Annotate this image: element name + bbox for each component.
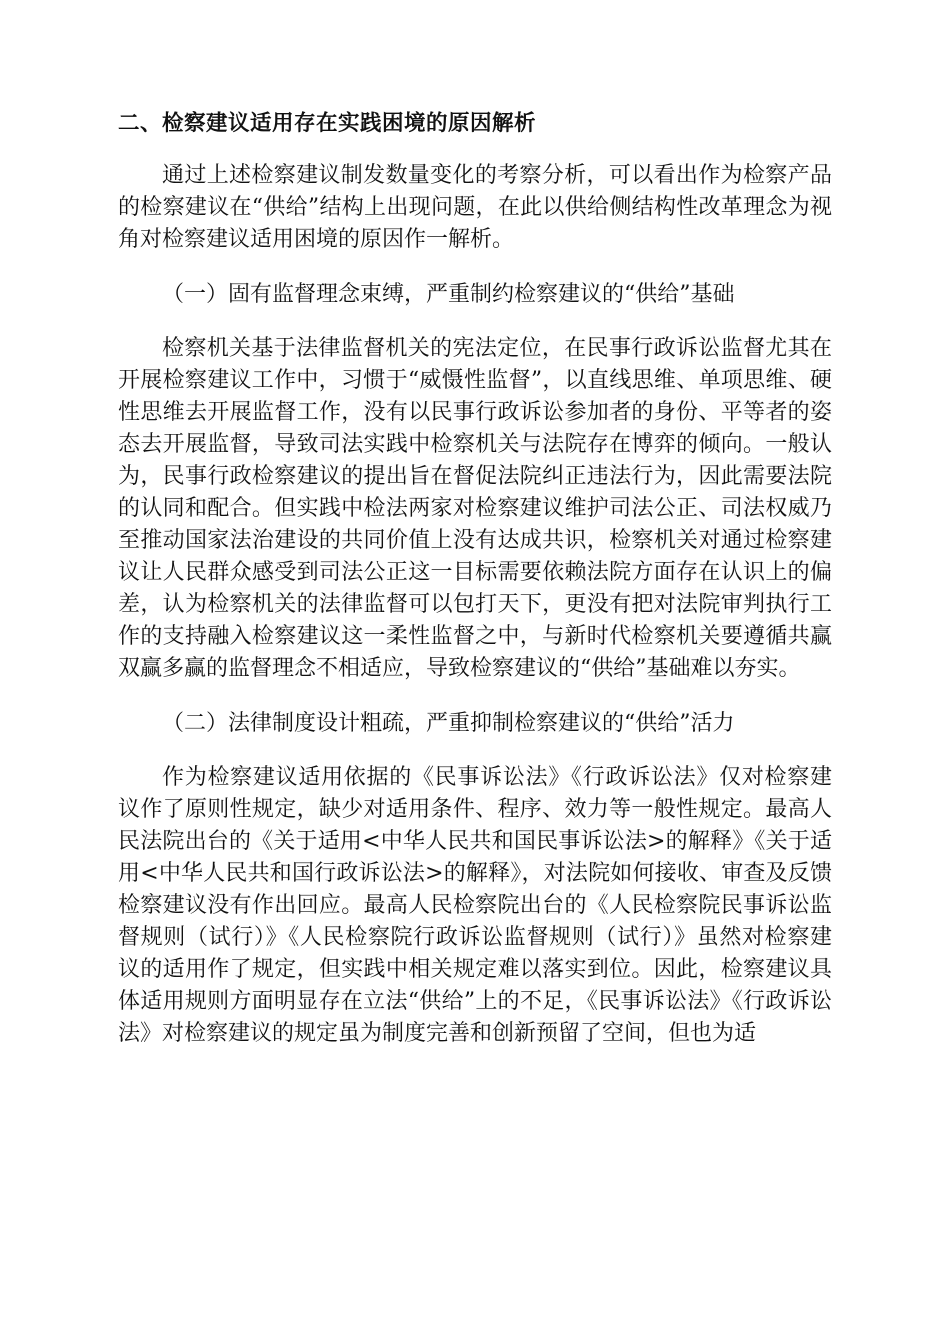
subsection-2-paragraph: 作为检察建议适用依据的《民事诉讼法》《行政诉讼法》仅对检察建议作了原则性规定，缺少对适用条件、程序、效力等一般性规定。最高人民法院出台的《关于适用<中华人民共和国民事诉讼法>的解释》《关于适用<中华人民共和国行政诉讼法>的解释》，对法院如何接收、审查及反馈检察建议没有作出回应。最高人民检察院出台的《人民检察院民事诉讼监督规则（试行）》《人民检察院行政诉讼监督规则（试行）》虽然对检察建议的适用作了规定，但实践中相关规定难以落实到位。因此，检察建议具体适用规则方面明显存在立法“供给”上的不足，《民事诉讼法》《行政诉讼法》对检察建议的规定虽为制度完善和创新预留了空间，但也为适 [118,765,832,1046]
subsection-1-heading: （一）固有监督理念束缚，严重制约检察建议的“供给”基础 [162,282,735,307]
subsection-1-paragraph: 检察机关基于法律监督机关的宪法定位，在民事行政诉讼监督尤其在开展检察建议工作中，习惯于“威慑性监督”，以直线思维、单项思维、硬性思维去开展监督工作，没有以民事行政诉讼参加者的身份、平等者的姿态去开展监督，导致司法实践中检察机关与法院存在博弈的倾向。一般认为，民事行政检察建议的提出旨在督促法院纠正违法行为，因此需要法院的认同和配合。但实践中检法两家对检察建议维护司法公正、司法权威乃至推动国家法治建设的共同价值上没有达成共识，检察机关对通过检察建议让人民群众感受到司法公正这一目标需要依赖法院方面存在认识上的偏差，认为检察机关的法律监督可以包打天下，更没有把对法院审判执行工作的支持融入检察建议这一柔性监督之中，与新时代检察机关要遵循共赢双赢多赢的监督理念不相适应，导致检察建议的“供给”基础难以夯实。 [118,336,832,681]
section-heading: 二、检察建议适用存在实践困境的原因解析 [118,111,537,136]
intro-paragraph: 通过上述检察建议制发数量变化的考察分析，可以看出作为检察产品的检察建议在“供给”结构上出现问题，在此以供给侧结构性改革理念为视角对检察建议适用困境的原因作一解析。 [118,163,832,252]
subsection-2-heading: （二）法律制度设计粗疏，严重抑制检察建议的“供给”活力 [162,711,735,736]
document-page [118,108,832,1073]
